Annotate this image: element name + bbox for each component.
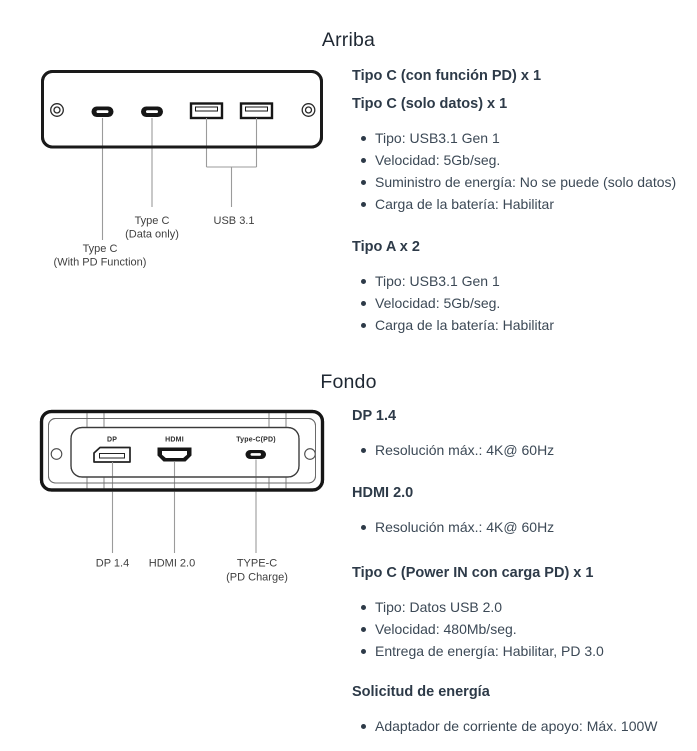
list-item: Velocidad: 5Gb/seg.: [352, 149, 697, 171]
usb-a-port-1-icon: [191, 104, 222, 119]
device-body-outline: [43, 72, 322, 148]
spec-heading-typec-powerin: Tipo C (Power IN con carga PD) x 1: [352, 565, 594, 581]
top-view-device-diagram: [0, 55, 348, 290]
typec-charge-label-line1: TYPE-C: [236, 557, 278, 570]
usb-c-data-port-icon: [141, 107, 163, 118]
list-item: Carga de la batería: Habilitar: [352, 193, 697, 215]
usb-a-port-2-icon: [241, 104, 272, 119]
spec-heading-power-request: Solicitud de energía: [352, 684, 490, 700]
list-item: Carga de la batería: Habilitar: [352, 314, 697, 336]
typea-spec-list: [352, 270, 697, 336]
list-item: Entrega de energía: Habilitar, PD 3.0: [352, 640, 697, 662]
list-item: Resolución máx.: 4K@ 60Hz: [352, 439, 697, 461]
displayport-port-icon: [94, 448, 130, 463]
list-item: Adaptador de corriente de apoyo: Máx. 100W: [352, 715, 697, 737]
usb-c-pd-port-icon: [92, 107, 114, 118]
usb31-label: USB 3.1: [213, 215, 255, 227]
power-request-spec-list: [352, 715, 697, 737]
dp-label: DP 1.4: [95, 557, 130, 570]
section-title-top: Arriba: [321, 29, 376, 52]
hdmi-port-icon: [158, 448, 192, 462]
typec-powerin-spec-list: [352, 596, 697, 662]
list-item: Resolución máx.: 4K@ 60Hz: [352, 516, 697, 538]
section-title-bottom: Fondo: [320, 371, 377, 394]
hdmi-port-tag: HDMI: [165, 436, 184, 444]
spec-heading-dp: DP 1.4: [352, 408, 397, 424]
typec-spec-list: [352, 127, 697, 215]
typec-pd-label-line1: Type C: [82, 243, 118, 255]
top-section-specs: [352, 66, 697, 336]
list-item: Velocidad: 5Gb/seg.: [352, 292, 697, 314]
spec-heading-hdmi: HDMI 2.0: [352, 485, 414, 501]
spec-heading-typec-data: Tipo C (solo datos) x 1: [352, 96, 508, 112]
typec-charge-label-line2: (PD Charge): [226, 571, 288, 584]
spec-heading-typea: Tipo A x 2: [352, 239, 420, 255]
list-item: Tipo: USB3.1 Gen 1: [352, 270, 697, 292]
dp-spec-list: [352, 439, 697, 461]
list-item: Velocidad: 480Mb/seg.: [352, 618, 697, 640]
dp-port-tag: DP: [106, 436, 118, 444]
list-item: Suministro de energía: No se puede (solo datos): [352, 171, 697, 193]
typec-data-label-line2: (Data only): [125, 228, 179, 241]
list-item: Tipo: USB3.1 Gen 1: [352, 127, 697, 149]
list-item: Tipo: Datos USB 2.0: [352, 596, 697, 618]
hdmi-spec-list: [352, 516, 697, 538]
spec-heading-typec-pd: Tipo C (con función PD) x 1: [352, 68, 542, 84]
typec-data-label-line1: Type C: [134, 215, 170, 227]
typec-pd-port-tag: Type-C(PD): [236, 436, 276, 444]
usb-c-pd-charge-port-icon: [246, 450, 267, 459]
bottom-section-specs: [352, 406, 697, 737]
hdmi-label: HDMI 2.0: [148, 557, 196, 570]
typec-pd-label-line2: (With PD Function): [53, 256, 147, 269]
bottom-view-device-diagram: [0, 400, 348, 595]
